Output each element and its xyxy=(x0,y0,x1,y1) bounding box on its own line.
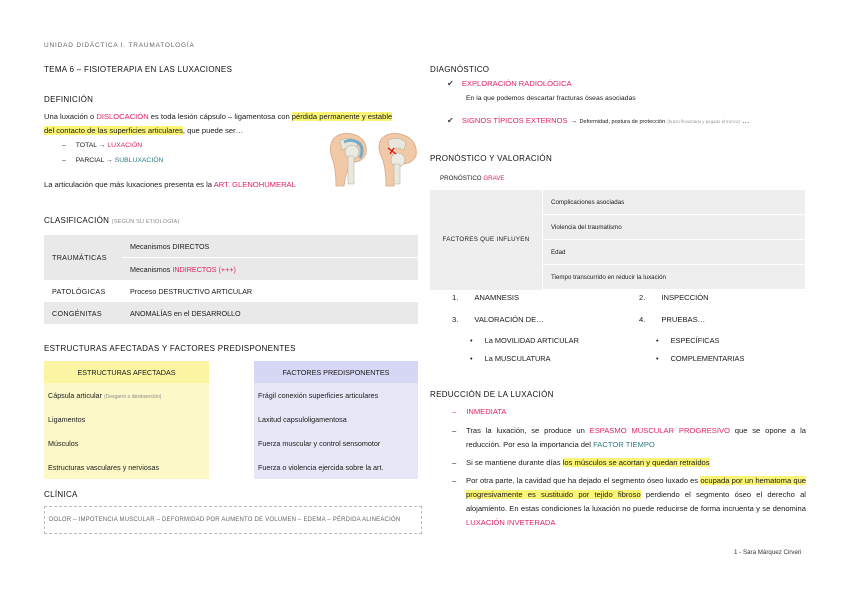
factor-row: Tiempo transcurrido en reducir la luxación xyxy=(543,265,806,290)
trauma-direct: Mecanismos DIRECTOS xyxy=(122,235,418,258)
check-icon: ✔ xyxy=(447,116,454,125)
assessment-bullet: • COMPLEMENTARIAS xyxy=(656,354,745,363)
prognosis-heading: PRONÓSTICO Y VALORACIÓN xyxy=(430,154,553,163)
structure-item: Estructuras vasculares y nerviosas xyxy=(44,455,209,479)
table-row xyxy=(44,455,209,479)
diagnosis-heading: DIAGNÓSTICO xyxy=(430,65,490,74)
classification-table xyxy=(44,235,418,324)
table-row xyxy=(254,383,418,407)
assessment-bullet: • La MUSCULATURA xyxy=(470,354,551,363)
factor-row: Edad xyxy=(543,240,806,265)
table-row xyxy=(44,407,209,431)
table-row xyxy=(254,455,418,479)
reduction-item-3: – Si se mantiene durante días los músculos se acortan y quedan retraídos xyxy=(452,458,710,467)
assessment-bullet: • ESPECÍFICAS xyxy=(656,336,720,345)
trauma-indirect: Mecanismos INDIRECTOS (+++) xyxy=(122,258,418,281)
definition-partial: – PARCIAL → SUBLUXACIÓN xyxy=(62,157,164,164)
factors-header: FACTORES PREDISPONENTES xyxy=(254,361,418,383)
table-row xyxy=(44,235,418,258)
factor-item: Fuerza muscular y control sensomotor xyxy=(254,431,418,455)
table-row xyxy=(254,407,418,431)
table-row xyxy=(44,302,418,324)
shoulder-dislocated-icon xyxy=(379,133,416,186)
table-row xyxy=(44,383,209,407)
shoulder-illustration xyxy=(326,128,422,190)
definition-heading: DEFINICIÓN xyxy=(44,95,94,104)
reduction-item-2: – Tras la luxación, se produce un ESPASMO MUSCULAR PROGRESIVO que se opone a la reducción. Por eso la importancia del FACTOR TIEMPO xyxy=(452,426,806,449)
table-row xyxy=(44,280,418,302)
prognosis-sub: PRONÓSTICO GRAVE xyxy=(440,175,505,182)
factor-item: Fuerza o violencia ejercida sobre la art. xyxy=(254,455,418,479)
structure-item: Ligamentos xyxy=(44,407,209,431)
page-footer: 1 - Sara Márquez Cirveri xyxy=(734,549,802,556)
table-row xyxy=(254,361,418,383)
diagnosis-item-1: ✔ EXPLORACIÓN RADIOLÓGICA xyxy=(447,79,572,88)
unit-header: UNIDAD DIDÁCTICA I. TRAUMATOLOGÍA xyxy=(44,42,195,49)
assessment-item-1: 1. ANAMNESIS xyxy=(452,293,520,302)
cong-value: ANOMALÍAS en el DESARROLLO xyxy=(122,302,418,324)
reduction-item-1: – INMEDIATA xyxy=(452,407,507,416)
cong-label: CONGÉNITAS xyxy=(44,302,122,324)
assessment-bullet: • La MOVILIDAD ARTICULAR xyxy=(470,336,579,345)
definition-paragraph: Una luxación o DISLOCACIÓN es toda lesión cápsulo – ligamentosa con pérdida permanente y estable del contacto de las superficies articulares, que puede ser… xyxy=(44,112,393,135)
reduction-item-4: – Por otra parte, la cavidad que ha dejado el segmento óseo luxado es ocupada por un hematoma que progresivamente es sustituido por tejido fibroso perdiendo el segmento óseo el derecho al alojamiento. En estas condiciones la luxación no puede reducirse de forma incruenta y se denomina LUXACIÓN INVETERADA xyxy=(452,476,807,527)
assessment-item-3: 3. VALORACIÓN DE… xyxy=(452,315,544,324)
shoulder-normal-icon xyxy=(330,133,366,186)
assessment-item-4: 4. PRUEBAS… xyxy=(639,315,706,324)
factor-row: Complicaciones asociadas xyxy=(543,190,806,215)
structures-header: ESTRUCTURAS AFECTADAS xyxy=(44,361,209,383)
clinic-box: DOLOR – IMPOTENCIA MUSCULAR – DEFORMIDAD POR AUMENTO DE VOLUMEN – EDEMA – PÉRDIDA ALINEACIÓN xyxy=(44,506,422,534)
factor-item: Laxitud capsuloligamentosa xyxy=(254,407,418,431)
classification-heading: CLASIFICACIÓN (SEGÚN SU ETIOLOGÍA) xyxy=(44,216,180,225)
reduction-heading: REDUCCIÓN DE LA LUXACIÓN xyxy=(430,390,554,399)
factors-label: FACTORES QUE INFLUYEN xyxy=(430,190,543,290)
factors-predisposing-table xyxy=(254,361,418,479)
structures-heading: ESTRUCTURAS AFECTADAS Y FACTORES PREDISPONENTES xyxy=(44,344,296,353)
check-icon: ✔ xyxy=(447,79,454,88)
structure-item: Cápsula articular (Desgarro o desinserción) xyxy=(44,383,209,407)
definition-conclusion: La articulación que más luxaciones presenta es la ART. GLENOHUMERAL xyxy=(44,180,296,189)
table-row xyxy=(254,431,418,455)
diagnosis-item-2: ✔ SIGNOS TÍPICOS EXTERNOS → Deformidad, postura de protección (brazo flexionado y pegado al tronco) … xyxy=(447,116,750,125)
clinic-heading: CLÍNICA xyxy=(44,490,78,499)
definition-total: – TOTAL → LUXACIÓN xyxy=(62,142,143,149)
assessment-item-2: 2. INSPECCIÓN xyxy=(639,293,709,302)
trauma-label: TRAUMÁTICAS xyxy=(44,235,122,280)
factor-row: Violencia del traumatismo xyxy=(543,215,806,240)
pato-value: Proceso DESTRUCTIVO ARTICULAR xyxy=(130,286,253,296)
table-row xyxy=(44,431,209,455)
prognosis-factors-table xyxy=(430,190,805,290)
diagnosis-item-1-sub: En la que podemos descartar fracturas óseas asociadas xyxy=(466,95,636,102)
table-row xyxy=(44,361,209,383)
table-row xyxy=(430,190,805,215)
page-title: TEMA 6 – FISIOTERAPIA EN LAS LUXACIONES xyxy=(44,65,233,74)
pato-label: PATOLÓGICAS xyxy=(52,286,106,296)
factor-item: Frágil conexión superficies articulares xyxy=(254,383,418,407)
structures-table xyxy=(44,361,209,479)
structure-item: Músculos xyxy=(44,431,209,455)
